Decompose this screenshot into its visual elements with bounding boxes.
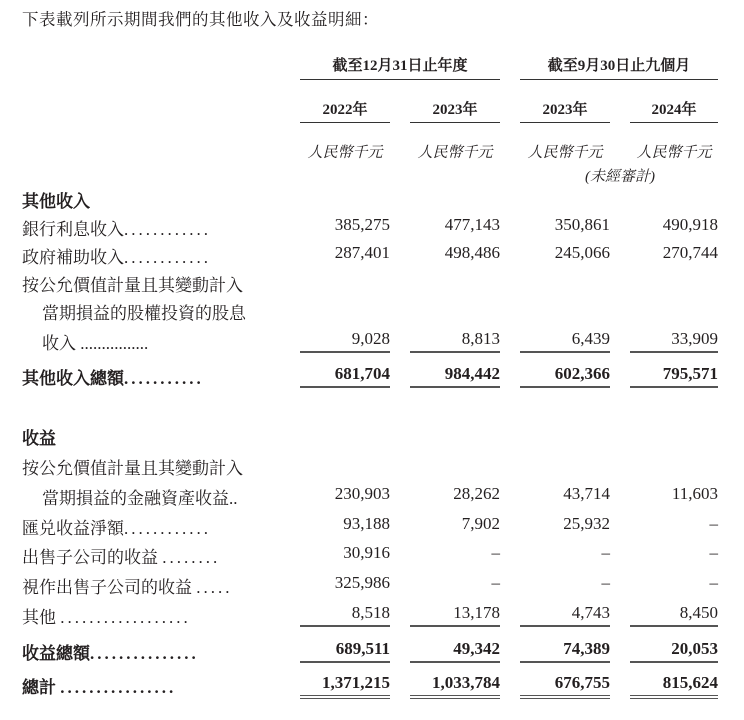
- cell: 230,903: [334, 484, 390, 503]
- unit-label: 人民幣千元: [527, 145, 603, 161]
- total-cell: 49,342: [410, 639, 500, 663]
- cell: 7,902: [461, 514, 500, 533]
- year-header: 2024年: [630, 98, 718, 123]
- cell: 385,275: [334, 215, 390, 234]
- cell: 28,262: [453, 484, 500, 503]
- cell: 245,066: [554, 243, 610, 262]
- cell: 477,143: [444, 215, 500, 234]
- row-label: 銀行利息收入............: [22, 220, 211, 239]
- row-label: 其他 ..................: [22, 608, 191, 627]
- year-header: 2022年: [300, 98, 390, 123]
- total-label: 其他收入總額...........: [22, 369, 204, 388]
- header-group-annual: 截至12月31日止年度: [300, 54, 500, 80]
- cell: 270,744: [662, 243, 718, 262]
- cell: 4,743: [520, 603, 610, 627]
- year-header: 2023年: [520, 98, 610, 123]
- row-label: 按公允價值計量且其變動計入: [22, 276, 243, 295]
- cell: –: [601, 573, 610, 592]
- total-cell: 689,511: [300, 639, 390, 663]
- total-cell: 20,053: [630, 639, 718, 663]
- cell: –: [709, 543, 718, 562]
- grand-total-cell: 815,624: [630, 673, 718, 699]
- cell: 93,188: [343, 514, 390, 533]
- cell: –: [601, 543, 610, 562]
- cell: 498,486: [444, 243, 500, 262]
- cell: –: [709, 514, 718, 533]
- total-label: 收益總額...............: [22, 644, 199, 663]
- grand-total-cell: 1,033,784: [410, 673, 500, 699]
- cell: 6,439: [520, 329, 610, 353]
- cell: 30,916: [343, 543, 390, 562]
- cell: 8,450: [630, 603, 718, 627]
- intro-text: 下表載列所示期間我們的其他收入及收益明細：: [22, 10, 379, 29]
- cell: 325,986: [334, 573, 390, 592]
- cell: 350,861: [554, 215, 610, 234]
- cell: 287,401: [334, 243, 390, 262]
- cell: 11,603: [671, 484, 718, 503]
- grand-total-cell: 1,371,215: [300, 673, 390, 699]
- cell: 43,714: [563, 484, 610, 503]
- grand-total-cell: 676,755: [520, 673, 610, 699]
- total-cell: 984,442: [410, 364, 500, 388]
- year-header: 2023年: [410, 98, 500, 123]
- row-label: 政府補助收入............: [22, 248, 211, 267]
- grand-total-label: 總計 ................: [22, 678, 177, 697]
- cell: 33,909: [630, 329, 718, 353]
- cell: –: [491, 543, 500, 562]
- unit-label: 人民幣千元: [636, 145, 712, 161]
- cell: 490,918: [662, 215, 718, 234]
- cell: –: [491, 573, 500, 592]
- section-heading-gains: 收益: [22, 429, 56, 448]
- total-cell: 74,389: [520, 639, 610, 663]
- row-label-cont: 當期損益的金融資產收益..: [42, 489, 238, 508]
- unit-label: 人民幣千元: [307, 145, 383, 161]
- row-label-cont: 收入 ................: [42, 334, 149, 353]
- total-cell: 795,571: [630, 364, 718, 388]
- total-cell: 681,704: [300, 364, 390, 388]
- cell: 8,518: [300, 603, 390, 627]
- unit-label: 人民幣千元: [417, 145, 493, 161]
- row-label: 出售子公司的收益 ........: [22, 548, 221, 567]
- row-label: 視作出售子公司的收益 .....: [22, 578, 233, 597]
- unaudited-label: (未經審計): [585, 169, 655, 185]
- row-label: 匯兑收益淨額............: [22, 519, 211, 538]
- section-heading-other-income: 其他收入: [22, 192, 90, 211]
- header-group-nine-months: 截至9月30日止九個月: [520, 54, 718, 80]
- cell: 13,178: [410, 603, 500, 627]
- cell: 8,813: [410, 329, 500, 353]
- cell: 9,028: [300, 329, 390, 353]
- cell: –: [709, 573, 718, 592]
- cell: 25,932: [563, 514, 610, 533]
- total-cell: 602,366: [520, 364, 610, 388]
- row-label: 按公允價值計量且其變動計入: [22, 459, 243, 478]
- row-label-cont: 當期損益的股權投資的股息: [42, 304, 246, 323]
